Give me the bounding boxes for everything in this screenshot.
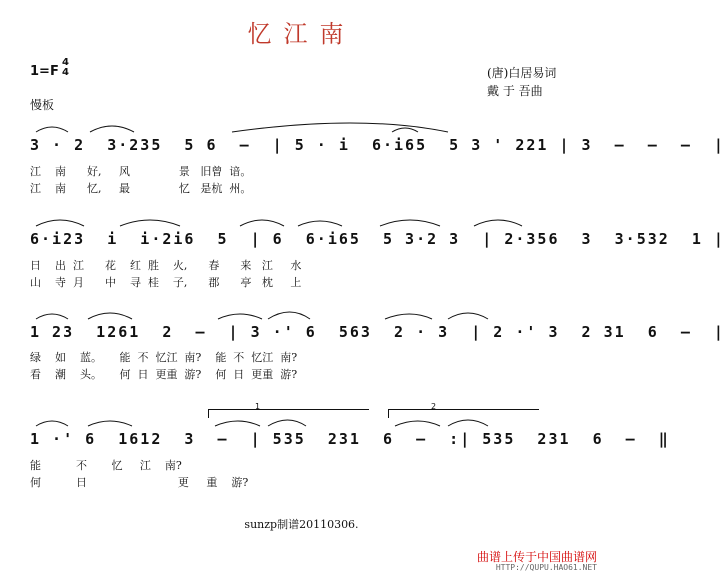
meter-top: 4	[62, 57, 69, 68]
slur	[385, 314, 432, 319]
lyricist-credit: (唐)白居易词	[487, 66, 557, 80]
slur	[88, 421, 132, 426]
lyric-line-2-verse-1: 日 出 江 花 红 胜 火, 春 来 江 水	[30, 259, 302, 272]
slur	[474, 220, 522, 226]
site-url: HTTP://QUPU.HAO61.NET	[495, 563, 597, 572]
slur	[448, 313, 488, 319]
transcriber-note: sunzp制谱20110306.	[244, 518, 359, 531]
lyric-line-3-verse-2: 看 潮 头。 何 日 更重 游? 何 日 更重 游?	[30, 368, 298, 381]
volta-2-label: 2	[431, 402, 437, 411]
slur	[268, 420, 306, 426]
slur	[90, 126, 134, 132]
page-title: 忆江南	[247, 20, 356, 48]
score-line-1: 3 · 2 3·235 5 6 – | 5 · i 6·i65 5 3 ' 221 | 3 – – – |	[30, 136, 725, 154]
slur	[36, 220, 84, 226]
score-line-3: 1 23 1261 2 – | 3 ·' 6 563 2 · 3 | 2 ·' 3 2 31 6 – |	[30, 323, 725, 341]
lyric-line-4-verse-1: 能 不 忆 江 南?	[30, 459, 182, 472]
slur	[448, 420, 488, 426]
composer-credit: 戴 于 吾曲	[487, 84, 543, 98]
meter-bottom: 4	[62, 67, 69, 78]
score-line-4: 1 ·' 6 1612 3 – | 535 231 6 – :| 535 231 6 – ‖	[30, 430, 670, 448]
site-watermark: 曲谱上传于中国曲谱网	[476, 550, 597, 564]
volta-1-label: 1	[255, 402, 261, 411]
tempo-marking: 慢板	[30, 98, 55, 112]
slur	[215, 421, 260, 426]
slur	[395, 421, 440, 426]
slur	[88, 313, 132, 319]
slur	[36, 421, 68, 426]
lyric-line-4-verse-2: 何 日 更 重 游?	[30, 476, 249, 489]
lyric-line-1-verse-1: 江 南 好, 风 景 旧曾 谙。	[30, 165, 252, 178]
slur	[218, 314, 262, 319]
slur	[36, 314, 68, 319]
lyric-line-1-verse-2: 江 南 忆, 最 忆 是杭 州。	[30, 182, 252, 195]
lyric-line-3-verse-1: 绿 如 蓝。 能 不 忆江 南? 能 不 忆江 南?	[30, 351, 298, 364]
key-signature: 1=F	[30, 64, 59, 79]
slur	[268, 312, 310, 319]
slur	[380, 220, 440, 226]
slur	[36, 127, 68, 132]
slur	[392, 128, 418, 132]
lyric-line-2-verse-2: 山 寺 月 中 寻 桂 子, 郡 亭 枕 上	[30, 276, 302, 289]
slur	[298, 221, 342, 226]
slur	[120, 220, 180, 226]
slur	[240, 220, 284, 226]
score-line-2: 6·i23 i i·2i6 5 | 6 6·i65 5 3·2 3 | 2·356 3 3·532 1 |	[30, 230, 725, 248]
